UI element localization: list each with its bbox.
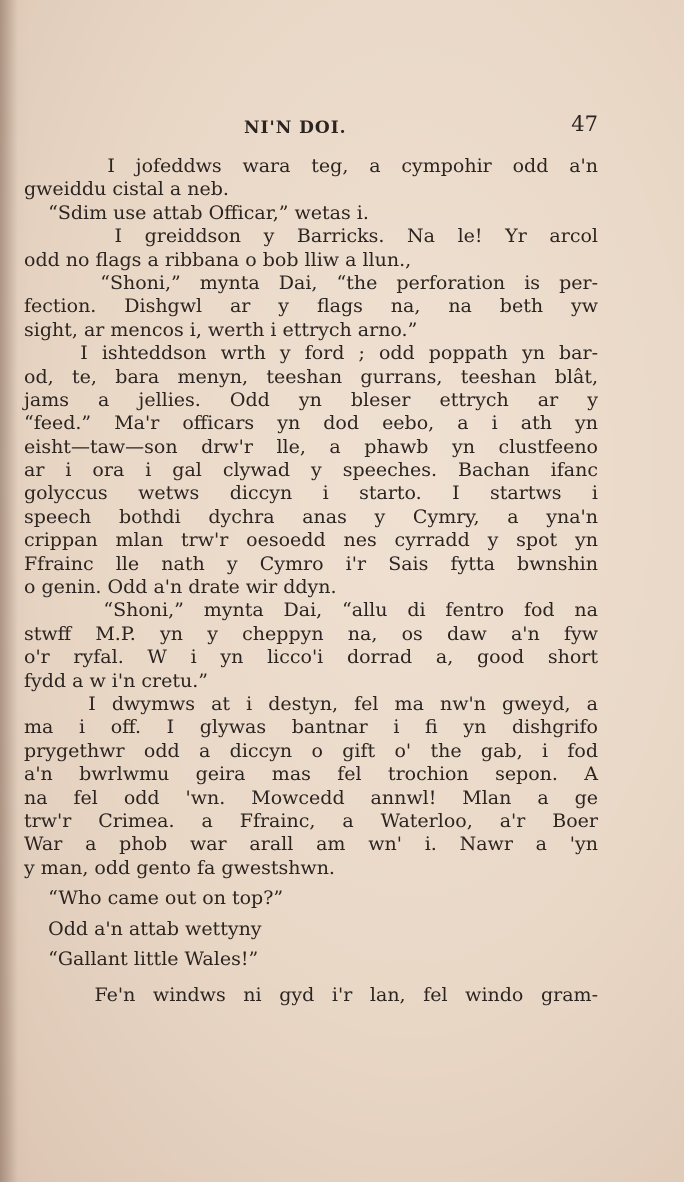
text-line: o genin. Odd a'n drate wir ddyn. <box>24 576 337 599</box>
body-text <box>24 155 598 1008</box>
text-line: gweiddu cistal a neb. <box>24 178 229 201</box>
text-line: fection. Dishgwl ar y flags na, na beth yw <box>24 295 598 318</box>
text-line: I ishteddson wrth y ford ; odd poppath yn bar- <box>24 342 598 365</box>
text-line: sight, ar mencos i, werth i ettrych arno.” <box>24 318 418 341</box>
page-number: 47 <box>571 112 598 136</box>
text-line: Fe'n windws ni gyd i'r lan, fel windo gram- <box>24 984 598 1007</box>
text-line: od, te, bara menyn, teeshan gurrans, teeshan blât, <box>24 365 598 388</box>
text-line: I greiddson y Barricks. Na le! Yr arcol <box>24 225 598 248</box>
running-head <box>24 112 598 142</box>
text-line: ar i ora i gal clywad y speeches. Bachan ifanc <box>24 459 598 482</box>
text-line: I dwymws at i destyn, fel ma nw'n gweyd, a <box>24 692 598 715</box>
text-line: “Shoni,” mynta Dai, “allu di fentro fod na <box>24 599 598 622</box>
text-line: o'r ryfal. W i yn licco'i dorrad a, good short <box>24 646 598 669</box>
text-line: “feed.” Ma'r officars yn dod eebo, a i ath yn <box>24 412 598 435</box>
text-line: eisht—taw—son drw'r lle, a phawb yn clustfeeno <box>24 435 598 458</box>
text-line: odd no flags a ribbana o bob lliw a llun., <box>24 248 412 271</box>
text-line: jams a jellies. Odd yn bleser ettrych ar y <box>24 388 598 411</box>
text-line: Ffrainc lle nath y Cymro i'r Sais fytta bwnshin <box>24 552 598 575</box>
text-line: speech bothdi dychra anas y Cymry, a yna'n <box>24 505 598 528</box>
text-line: golyccus wetws diccyn i starto. I startws i <box>24 482 598 505</box>
page-gutter-shadow <box>0 0 18 1182</box>
text-line: “Who came out on top?” <box>24 887 284 910</box>
running-title: NI'N DOI. <box>244 118 347 138</box>
text-line: War a phob war arall am wn' i. Nawr a 'yn <box>24 833 598 856</box>
text-line: na fel odd 'wn. Mowcedd annwl! Mlan a ge <box>24 786 598 809</box>
text-line: I jofeddws wara teg, a cympohir odd a'n <box>24 155 598 177</box>
text-line: ma i off. I glywas bantnar i fi yn dishgrifo <box>24 716 598 739</box>
text-line: a'n bwrlwmu geira mas fel trochion sepon. A <box>24 763 598 786</box>
text-line: “Sdim use attab Officar,” wetas i. <box>24 201 369 224</box>
text-line: fydd a w i'n cretu.” <box>24 669 208 692</box>
text-line: y man, odd gento fa gwestshwn. <box>24 856 335 879</box>
text-line: prygethwr odd a diccyn o gift o' the gab, i fod <box>24 739 598 762</box>
text-line: “Gallant little Wales!” <box>24 947 259 970</box>
text-line: Odd a'n attab wettyny <box>24 917 262 940</box>
text-line: “Shoni,” mynta Dai, “the perforation is per- <box>24 271 598 294</box>
text-line: trw'r Crimea. a Ffrainc, a Waterloo, a'r Boer <box>24 809 598 832</box>
text-line: crippan mlan trw'r oesoedd nes cyrradd y spot yn <box>24 529 598 552</box>
text-line: stwff M.P. yn y cheppyn na, os daw a'n fyw <box>24 622 598 645</box>
